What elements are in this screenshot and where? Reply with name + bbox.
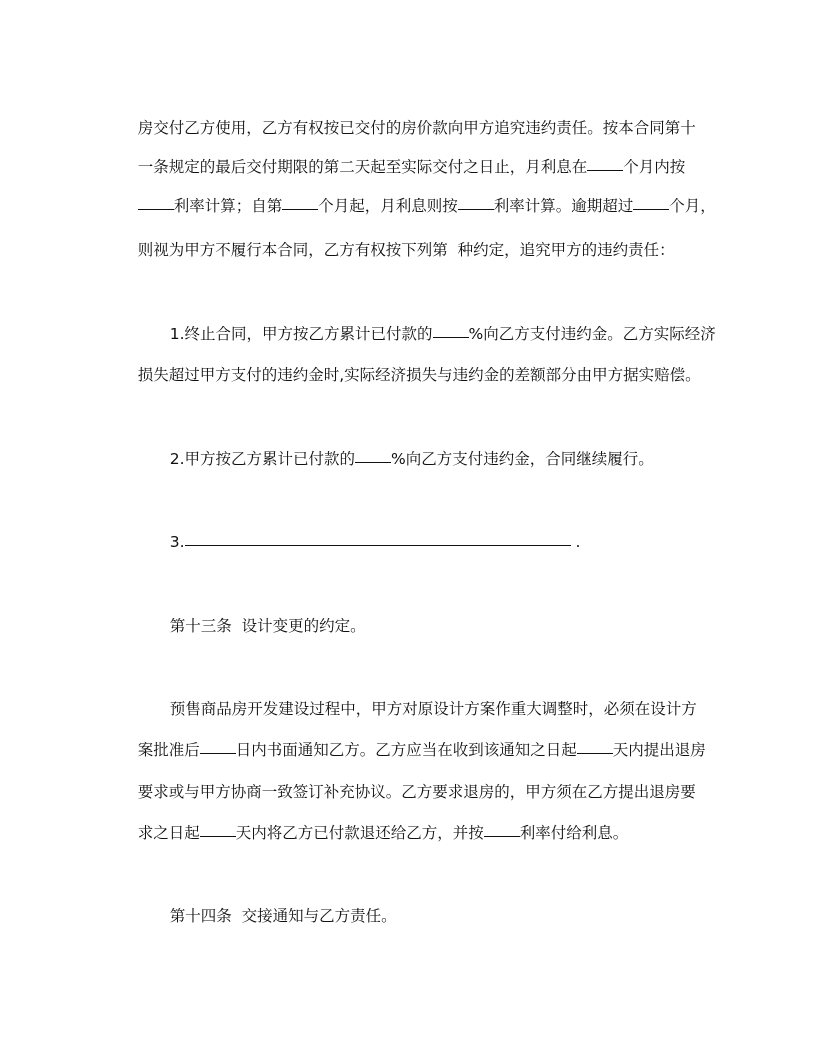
- blank-underline: [577, 741, 613, 754]
- text: 损失超过甲方支付的违约金时,实际经济损失与违约金的差额部分由甲方据实赔偿。: [137, 366, 701, 384]
- blank-underline: [484, 824, 520, 837]
- text: 2.甲方按乙方累计已付款的: [169, 450, 356, 468]
- blank-underline: [458, 197, 494, 210]
- text: 个月内按: [623, 158, 686, 176]
- blank-underline: [433, 325, 469, 338]
- text: 一条规定的最后交付期限的第二天起至实际交付之日止，月利息在: [137, 158, 588, 176]
- blank-underline: [587, 158, 623, 171]
- p13-line-4: [118, 803, 628, 863]
- p1-line-4: [118, 220, 675, 280]
- blank-underline: [138, 197, 174, 210]
- text: 利率付给利息。: [519, 824, 629, 842]
- item2-line: [150, 429, 654, 489]
- text: 要求或与甲方协商一致签订补充协议。乙方要求退房的，甲方须在乙方提出退房要: [137, 783, 696, 801]
- text: 求之日起: [137, 824, 200, 842]
- blank-underline: [633, 197, 669, 210]
- text: 预售商品房开发建设过程中，甲方对原设计方案作重大调整时，必须在设计方: [169, 700, 697, 718]
- text: .: [570, 533, 581, 551]
- text: 日内书面通知乙方。乙方应当在收到该通知之日起: [235, 741, 577, 759]
- text: 天内提出退房: [612, 741, 706, 759]
- text: %向乙方支付违约金。乙方实际经济: [468, 325, 716, 343]
- blank-underline: [200, 824, 236, 837]
- heading-article-13: [150, 596, 366, 656]
- text: 3.: [169, 533, 185, 551]
- text: 个月，: [669, 197, 716, 215]
- text: 第十四条 交接通知与乙方责任。: [169, 907, 397, 925]
- blank-underline-long: [185, 533, 571, 546]
- text: 个月起，月利息则按: [318, 197, 458, 215]
- text: 1.终止合同，甲方按乙方累计已付款的: [169, 325, 433, 343]
- text: 案批准后: [137, 741, 200, 759]
- blank-underline: [355, 450, 391, 463]
- text: 第十三条 设计变更的约定。: [169, 617, 366, 635]
- text: 房交付乙方使用，乙方有权按已交付的房价款向甲方追究违约责任。按本合同第十: [137, 119, 696, 137]
- text: 利率计算；自第: [173, 197, 283, 215]
- text: %向乙方支付违约金，合同继续履行。: [391, 450, 654, 468]
- blank-underline: [200, 741, 236, 754]
- heading-article-14: [150, 886, 397, 946]
- item3-line: [150, 512, 580, 572]
- text: 天内将乙方已付款退还给乙方，并按: [235, 824, 484, 842]
- blank-underline: [282, 197, 318, 210]
- text: 利率计算。逾期超过: [493, 197, 634, 215]
- item1-line-2: [118, 345, 701, 405]
- text: 则视为甲方不履行本合同，乙方有权按下列第 种约定，追究甲方的违约责任：: [137, 241, 675, 259]
